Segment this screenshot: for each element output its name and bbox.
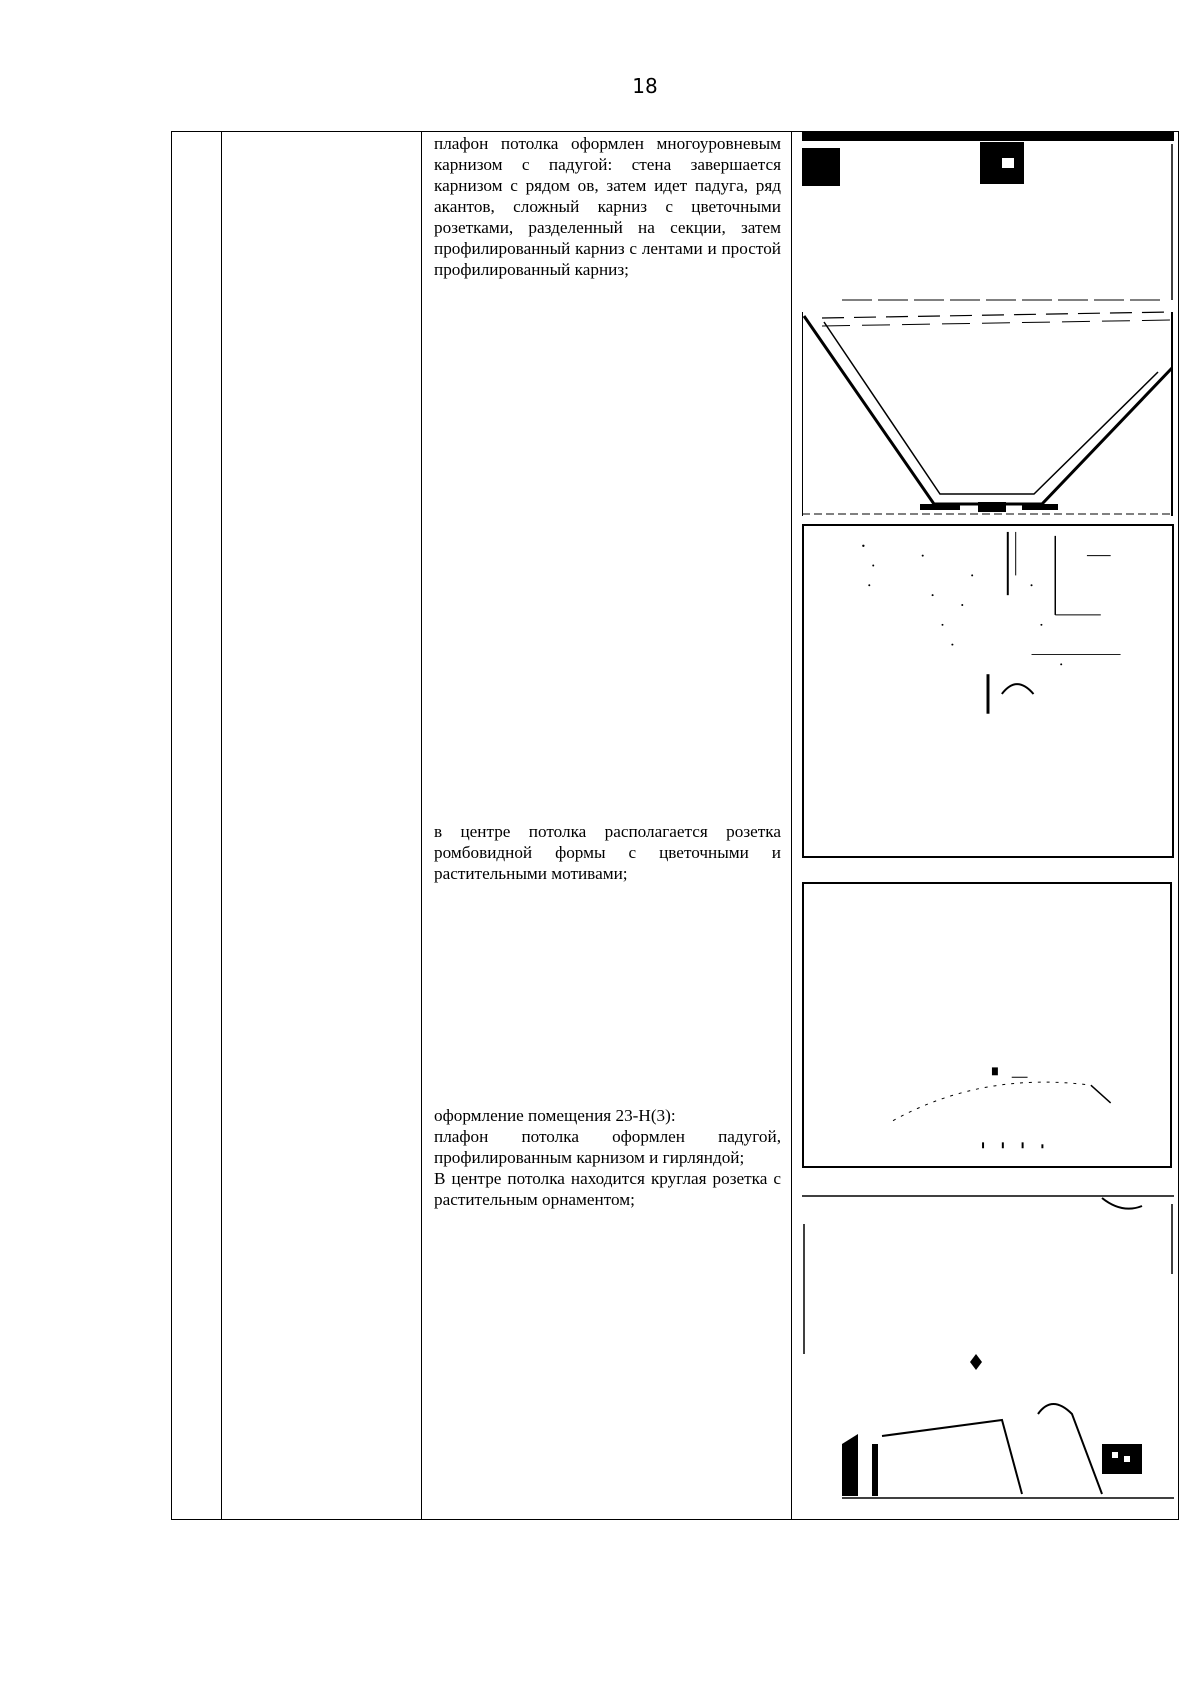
photo-cornice-top [802, 132, 1174, 302]
photo-room-23-ceiling [802, 1194, 1174, 1516]
entry-room-ceiling: плафон потолка оформлен падугой, профилированным карнизом и гирляндой; [434, 1126, 781, 1167]
entry-rosette-description: в центре потолка располагается розетка ромбовидной формы с цветочными и растительными мотивами; [434, 821, 781, 883]
entry-room-heading: оформление помещения 23-Н(3): [434, 1105, 676, 1125]
page-number: 18 [632, 74, 658, 98]
photo-ceiling-cove [802, 308, 1174, 518]
photo-rhombic-rosette [802, 882, 1172, 1168]
description-table [171, 131, 1179, 1520]
description-cell [422, 132, 792, 1520]
table-row [172, 132, 1179, 1520]
photo-cornice-detail [802, 524, 1174, 858]
entry-room-rosette: В центре потолка находится круглая розетка с растительным орнаментом; [434, 1168, 781, 1209]
object-name-cell [222, 132, 422, 1520]
photo-cell [792, 132, 1179, 1520]
number-cell [172, 132, 222, 1520]
entry-cornice-description: плафон потолка оформлен многоуровневым карнизом с падугой: стена завершается карнизом с рядом ов, затем идет падуга, ряд акантов, сложный карниз с цветочными розетками, разделенный на секции, затем профилированный карниз с лентами и простой профилированный карниз; [434, 134, 781, 279]
